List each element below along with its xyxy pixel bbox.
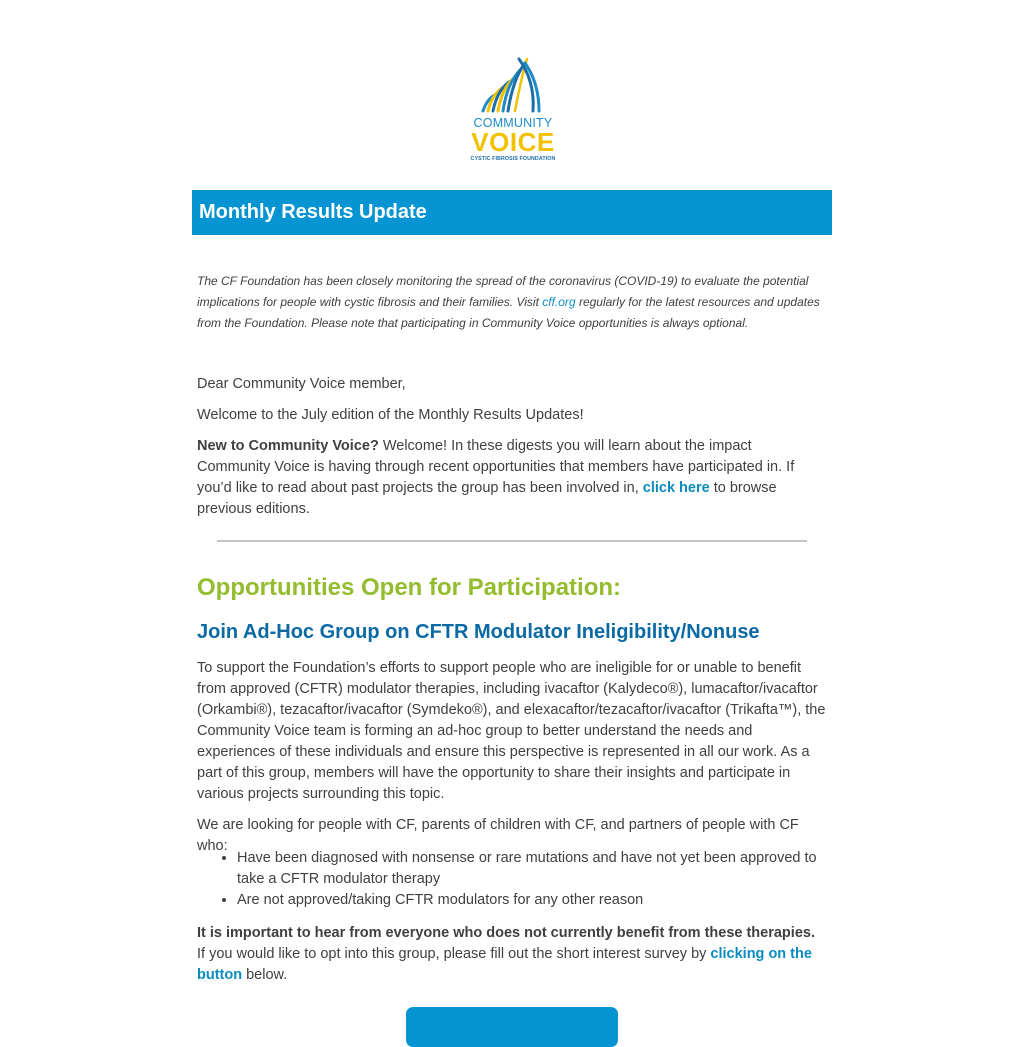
criteria-list: [197, 848, 827, 911]
intro-after: to browse previous editions.: [197, 480, 777, 517]
support-paragraph: To support the Foundation’s efforts to support people who are ineligible for or unable to benefit from approved (CFTR) modulator therapies, including ivacaftor (Kalydeco®), lumacaftor/ivacaftor (Orkambi®), tezacaftor/ivacaftor (Symdeko®), and elexacaftor/tezacaftor/ivacaftor (Trikafta™), the Community Voice team is forming an ad-hoc group to better understand the needs and experiences of these individuals and ensure this perspective is represented in all our work. As a part of this group, members will have the opportunity to share their insights and participate in various projects surrounding this topic.: [197, 660, 826, 802]
opportunities-heading: Opportunities Open for Participation:: [197, 574, 622, 601]
list-item: • Are not approved/taking CFTR modulators for any other reason: [237, 890, 827, 911]
click-here-link[interactable]: click here: [642, 480, 710, 496]
notice-text-2: regularly for the latest resources and updates from the Foundation. Please note that participating in Community Voice opportunities is always optional.: [197, 295, 820, 330]
greeting: Dear Community Voice member,: [197, 376, 406, 392]
logo-foundation-text: CYSTIC FIBROSIS FOUNDATION: [470, 156, 556, 162]
list-item: • Have been diagnosed with nonsense or rare mutations and have not yet been approved to take a CFTR modulator therapy: [237, 848, 827, 890]
survey-button[interactable]: [406, 1007, 618, 1047]
banner-title: Monthly Results Update: [199, 201, 427, 223]
community-voice-logo: [467, 55, 559, 167]
intro-bold: New to Community Voice?: [197, 438, 379, 454]
closing-after: below.: [242, 967, 288, 983]
logo-voice-text: VOICE: [471, 127, 555, 157]
intro-text: Welcome! In these digests you will learn about the impact Community Voice is having through recent opportunities that members have participated in. If you’d like to read about past projects the group has been involved in,: [197, 438, 795, 496]
adhoc-group-heading: Join Ad-Hoc Group on CFTR Modulator Ineligibility/Nonuse: [197, 621, 760, 643]
closing-text: If you would like to opt into this group, please fill out the short interest survey by: [197, 946, 711, 962]
looking-for-paragraph: We are looking for people with CF, parents of children with CF, and partners of people with CF who:: [197, 817, 799, 854]
intro-paragraph: [197, 436, 827, 520]
welcome-line: Welcome to the July edition of the Monthly Results Updates!: [197, 407, 584, 423]
title-banner: [192, 190, 832, 235]
cff-org-link[interactable]: cff.org: [542, 295, 576, 309]
divider: [217, 540, 807, 542]
covid-notice: [197, 271, 825, 334]
arc-fan-logo-icon: [473, 55, 553, 117]
logo-community-text: COMMUNITY: [473, 116, 553, 130]
clicking-button-link[interactable]: clicking on the button: [197, 946, 812, 983]
closing-paragraph: [197, 923, 827, 986]
notice-text-1: The CF Foundation has been closely monitoring the spread of the coronavirus (COVID-19) to evaluate the potential implications for people with cystic fibrosis and their families. Visit: [197, 274, 809, 309]
closing-bold: It is important to hear from everyone who does not currently benefit from these therapies.: [197, 925, 815, 941]
